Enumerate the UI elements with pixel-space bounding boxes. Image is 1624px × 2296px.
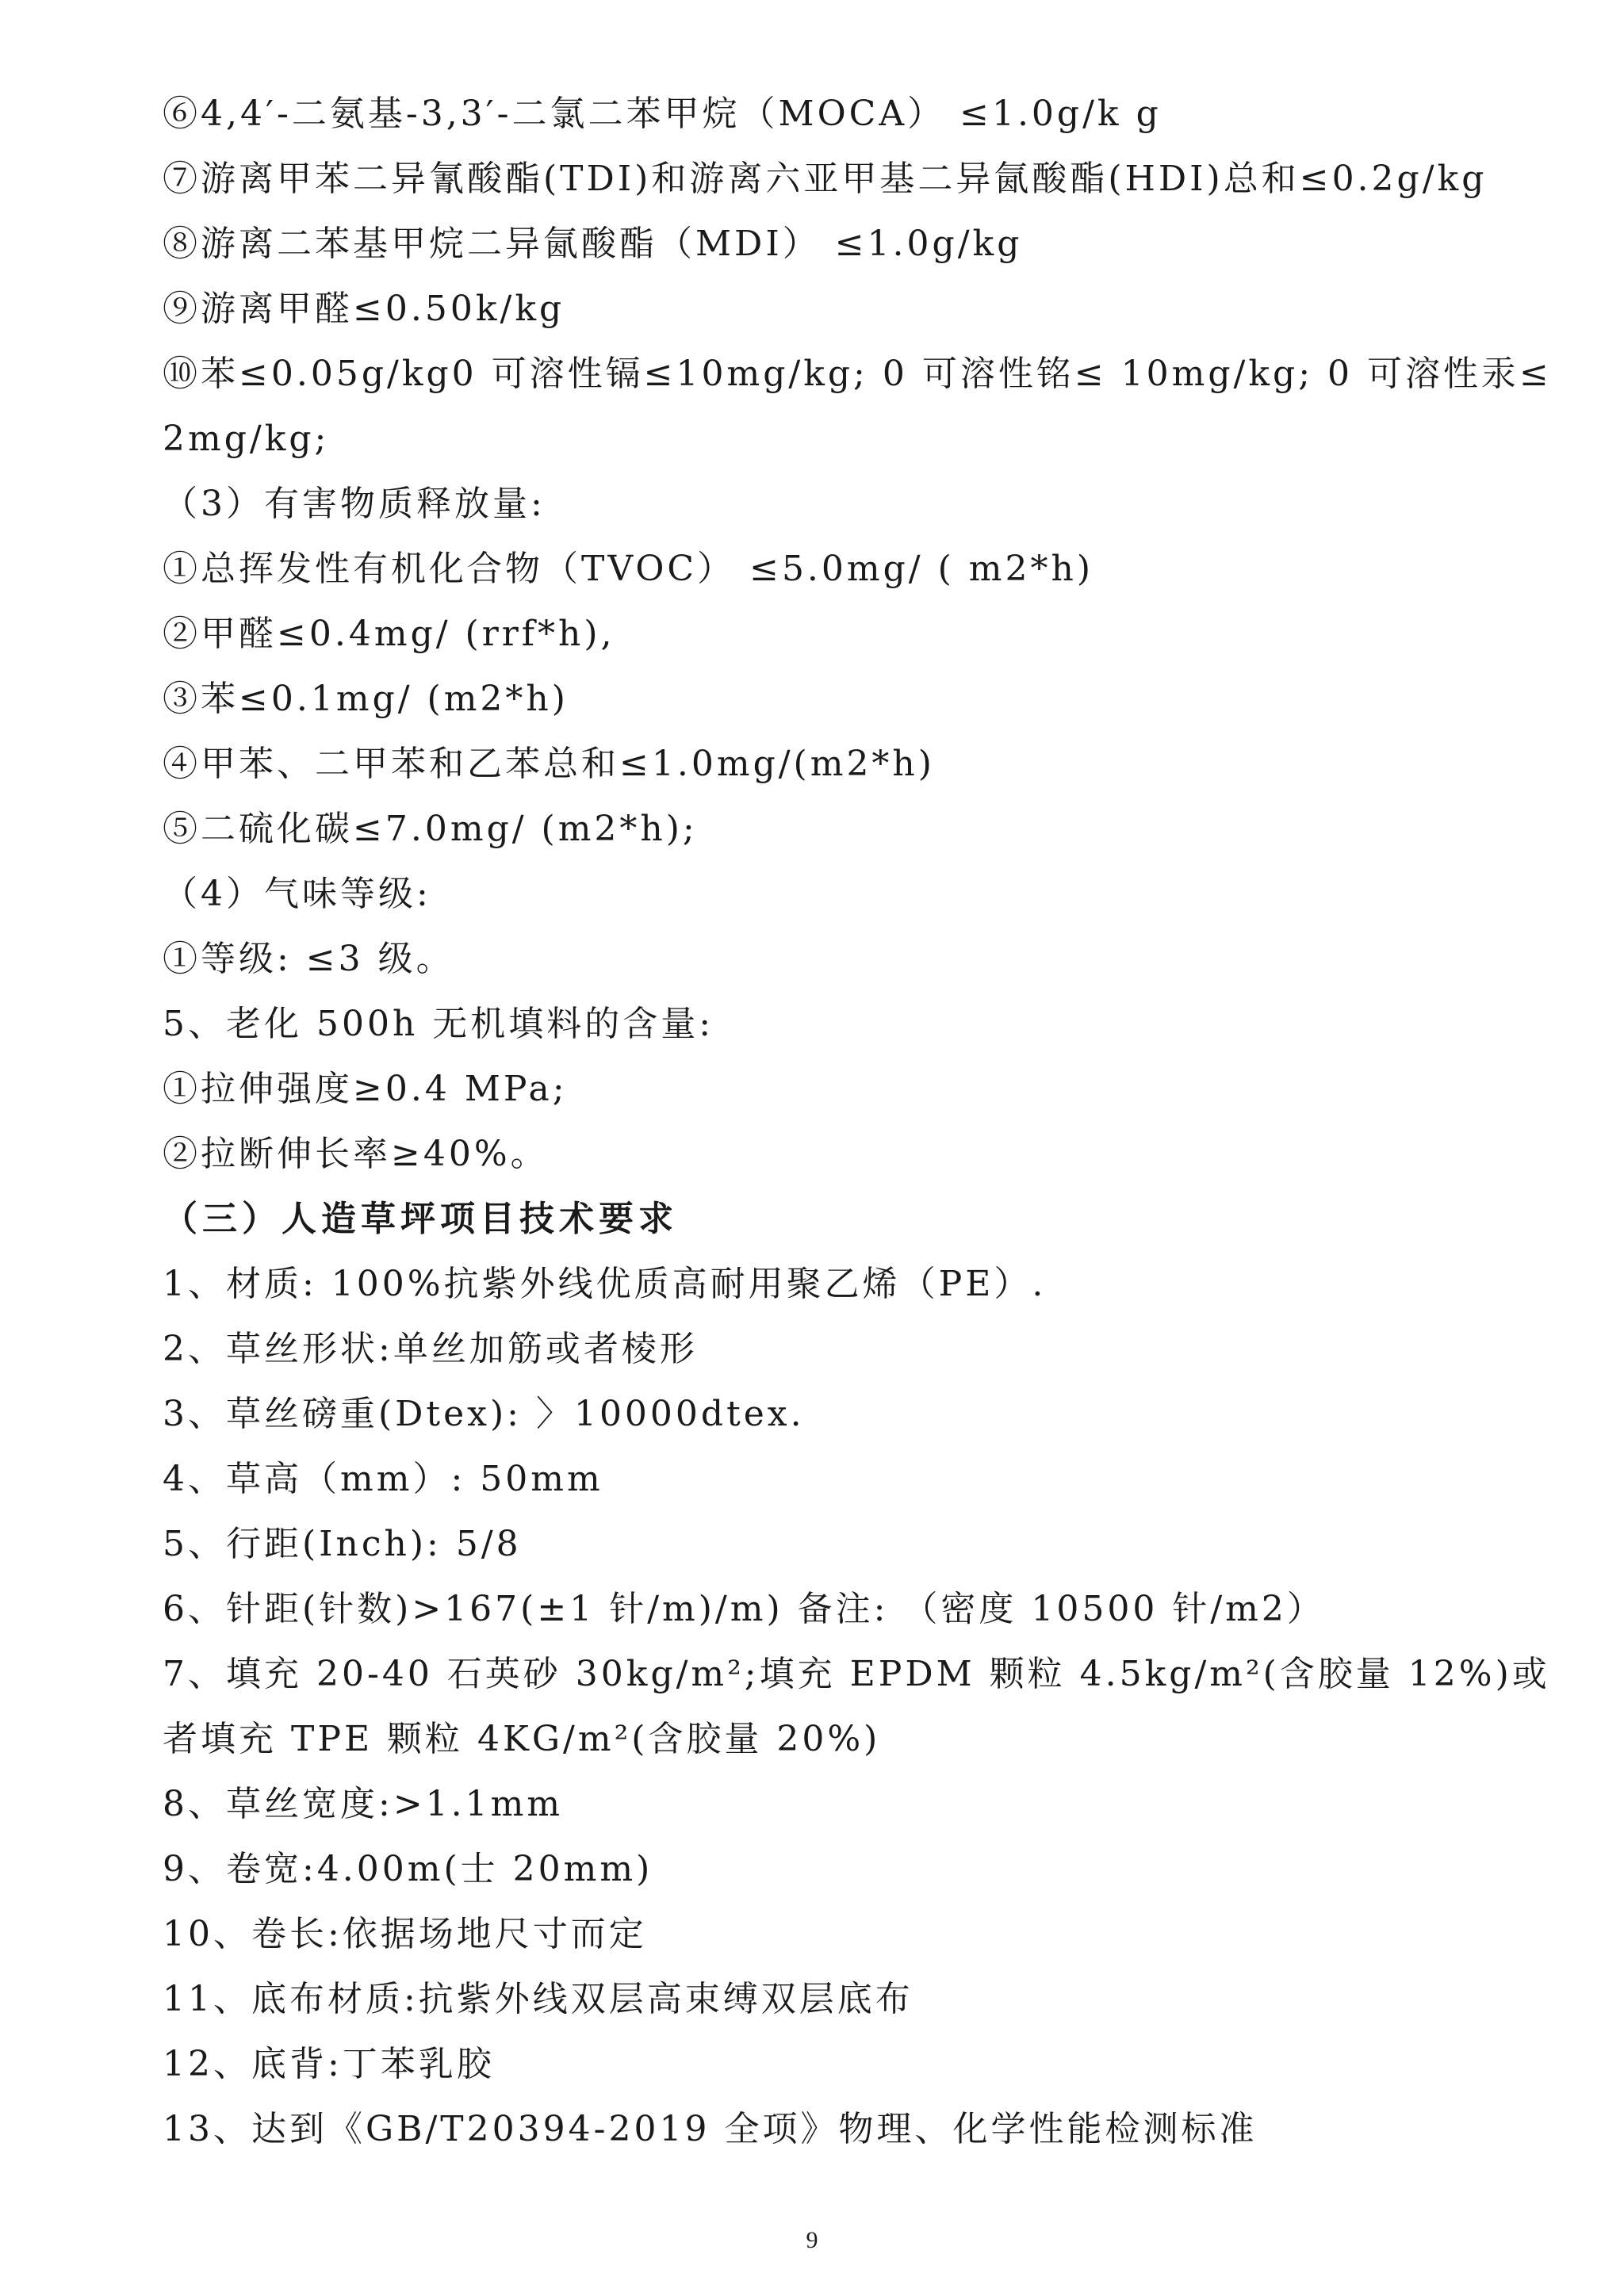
text-line: ⑤二硫化碳≤7.0mg/ (m2*h);: [163, 809, 698, 849]
text-line: 5、行距(Inch): 5/8: [163, 1524, 522, 1564]
text-line: 2、草丝形状:单丝加筋或者棱形: [163, 1329, 698, 1369]
text-line: 7、填充 20-40 石英砂 30kg/m²;填充 EPDM 颗粒 4.5kg/m²(含胶量 12%)或: [163, 1654, 1550, 1694]
text-line: ③苯≤0.1mg/ (m2*h): [163, 679, 569, 719]
text-line: 2mg/kg;: [163, 419, 330, 459]
text-line: 5、老化 500h 无机填料的含量:: [163, 1004, 714, 1044]
text-line: ⑥4,4′-二氨基-3,3′-二氯二苯甲烷（MOCA） ≤1.0g/k g: [163, 94, 1162, 134]
text-line: ⑩苯≤0.05g/kg0 可溶性镉≤10mg/kg; 0 可溶性铭≤ 10mg/kg; 0 可溶性汞≤: [163, 354, 1552, 394]
text-line: ⑧游离二苯基甲烷二异氤酸酯（MDI） ≤1.0g/kg: [163, 224, 1023, 264]
text-line: 4、草高（mm）: 50mm: [163, 1459, 603, 1499]
text-line: 者填充 TPE 颗粒 4KG/m²(含胶量 20%): [163, 1719, 881, 1759]
section-heading: （4）气味等级:: [163, 874, 431, 914]
text-line: 13、达到《GB/T20394-2019 全项》物理、化学性能检测标准: [163, 2109, 1258, 2149]
text-line: ②甲醛≤0.4mg/ (rrf*h),: [163, 614, 615, 654]
text-line: 6、针距(针数)>167(±1 针/m)/m) 备注: （密度 10500 针/m2）: [163, 1589, 1325, 1629]
text-line: ②拉断伸长率≥40%。: [163, 1134, 549, 1174]
text-line: ⑦游离甲苯二异氰酸酯(TDI)和游离六亚甲基二异氤酸酯(HDI)总和≤0.2g/kg: [163, 159, 1488, 199]
text-line: 8、草丝宽度:>1.1mm: [163, 1784, 564, 1824]
text-line: 10、卷长:依据场地尺寸而定: [163, 1914, 647, 1954]
text-line: ①等级: ≤3 级。: [163, 939, 454, 979]
page-number: 9: [806, 2227, 818, 2253]
text-line: 1、材质: 100%抗紫外线优质高耐用聚乙烯（PE）.: [163, 1264, 1047, 1304]
text-line: 12、底背:丁苯乳胶: [163, 2044, 495, 2084]
text-line: 11、底布材质:抗紫外线双层高束缚双层底布: [163, 1979, 914, 2019]
text-line: 9、卷宽:4.00m(士 20mm): [163, 1849, 653, 1889]
text-line: ④甲苯、二甲苯和乙苯总和≤1.0mg/(m2*h): [163, 744, 935, 784]
text-line: ①总挥发性有机化合物（TVOC） ≤5.0mg/ ( m2*h): [163, 549, 1094, 589]
text-line: ⑨游离甲醛≤0.50k/kg: [163, 289, 565, 329]
section-title: （三）人造草坪项目技术要求: [163, 1199, 678, 1239]
text-line: 3、草丝磅重(Dtex): 〉10000dtex.: [163, 1394, 805, 1434]
section-heading: （3）有害物质释放量:: [163, 484, 546, 524]
text-line: ①拉伸强度≥0.4 MPa;: [163, 1069, 568, 1109]
